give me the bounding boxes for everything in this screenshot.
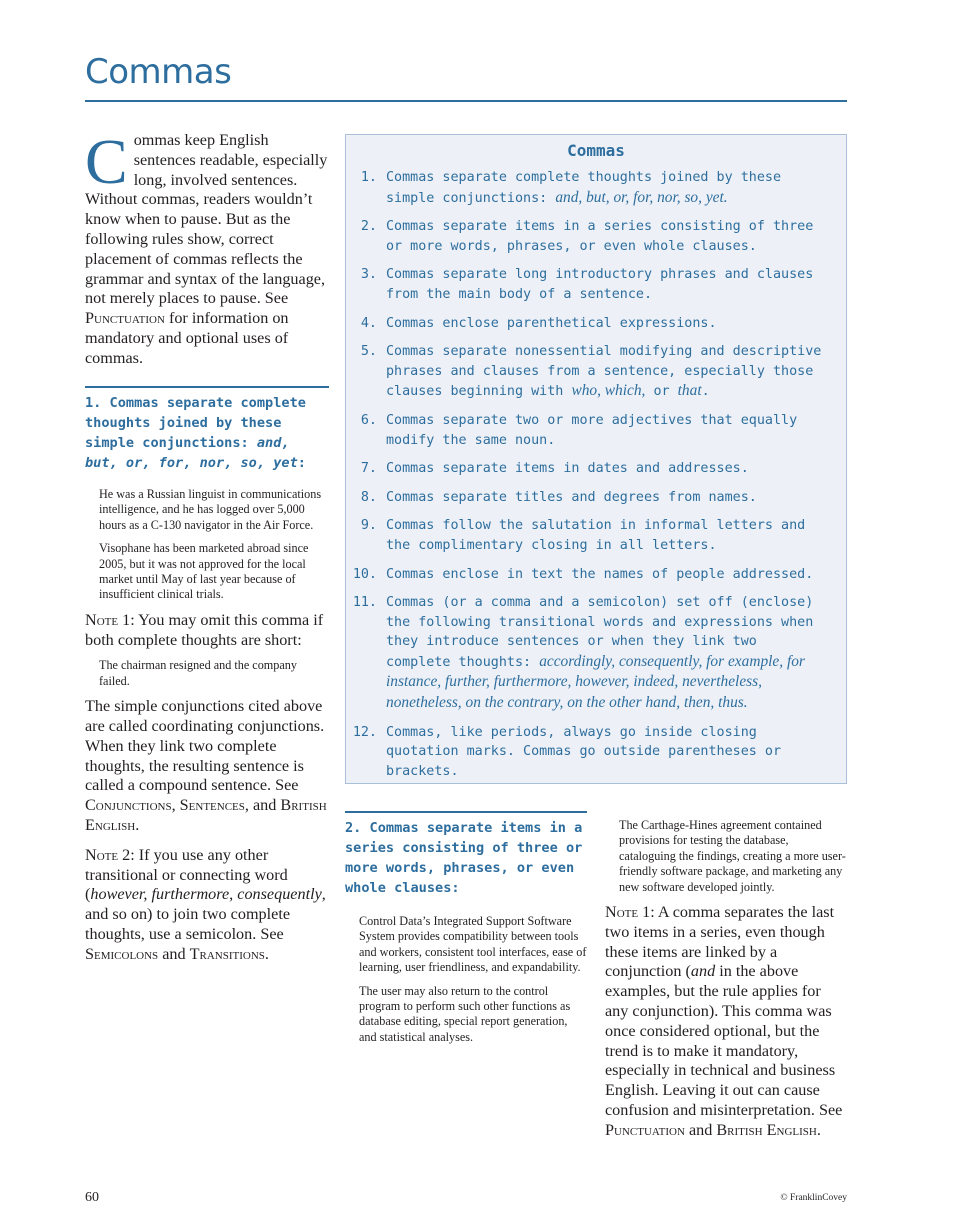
rule2-examples-continued [605,818,847,895]
rule1-heading-suffix: : [297,455,306,471]
summary-item [346,723,846,782]
rule1-heading-italic: and, but, or, for, nor, so, yet [85,435,298,471]
rule1-example: He was a Russian linguist in communications intelligence, and he has logged over 5,000 hours as a C-130 navigator in the Air Force. [99,487,322,532]
note-text: in the above examples, but the rule applies for any conjunction). This comma was once considered optional, but the trend is to make it mandatory, especially in technical and business English. Leaving it out can cause confusion and misinterpretation. See [605,962,843,1119]
summary-item [346,314,846,334]
note-text: 2: If you use any other transitional or connecting word ( [85,845,288,904]
note-and: and [158,944,190,963]
summary-item [346,168,846,208]
item-number: 8. [360,489,377,505]
para-sep: , and [244,796,281,815]
rule1-note1 [85,611,329,651]
ref-conjunctions: Conjunctions [85,796,172,815]
summary-item [346,488,846,508]
note-text: 1: A comma separates the last two items in a series, even though these items are linked by a conjunction ( [605,903,835,981]
rule2-example: The Carthage-Hines agreement contained provisions for testing the database, cataloguing the findings, creating a more user-friendly software package, and marketing any new software developed jointly. [619,818,846,894]
para-sep: , [171,796,180,815]
item-text: or [645,384,678,400]
summary-item [346,217,846,256]
intro-paragraph [85,126,331,369]
page-title: Commas [85,52,232,92]
para-end: . [135,816,140,835]
page-number: 60 [85,1190,99,1205]
rule2-example: Control Data’s Integrated Support Software System provides compatibility between tools and workers, consistent tool interfaces, ease of learning, user friendliness, and expandability. [359,914,587,975]
summary-item [346,342,846,402]
summary-item [346,593,846,714]
ref-sentences: Sentences [179,796,245,815]
note-end: . [264,944,269,963]
copyright: © FranklinCovey [780,1193,847,1203]
item-italic: and, but, or, for, nor, so, yet. [555,188,728,206]
drop-cap: C [85,126,128,197]
note-and: and [684,1120,717,1139]
rule2-note1 [605,903,847,1141]
item-number: 6. [360,412,377,428]
item-text: Commas separate nonessential modifying and descriptive phrases and clauses from a sentence, especially those clauses beginning with [386,344,822,400]
item-text: Commas separate two or more adjectives that equally modify the same noun. [386,412,798,448]
item-number: 2. [360,219,377,235]
item-number: 9. [360,518,377,534]
summary-item [346,411,846,450]
rule2-section [345,811,587,1053]
ref-transitions: Transitions [189,944,265,963]
rule2-continued [605,818,847,1141]
rule1-examples [85,487,329,603]
item-text: Commas separate titles and degrees from names. [386,489,757,505]
item-italic: that [677,382,702,400]
note-text: , and so on) to join two complete thoughts, use a semicolon. See [85,885,326,944]
item-text: Commas follow the salutation in informal letters and the complimentary closing in all letters. [386,518,806,553]
item-number: 10. [352,566,377,582]
ref-punctuation: Punctuation [605,1120,685,1139]
item-text: Commas (or a comma and a semicolon) set off (enclose) the following transitional words and expressions when they introduce sentences or when they link two complete thoughts: [386,595,814,670]
rule2-divider [345,811,587,813]
commas-summary-box [345,134,847,784]
item-text: Commas separate complete thoughts joined by these simple conjunctions: [386,170,782,206]
rule2-examples [345,914,587,1045]
summary-item [346,459,846,479]
summary-item [346,265,846,304]
title-divider [85,100,847,102]
rule1-divider [85,386,329,388]
intro-text-end: for information on mandatory and optional uses of commas. [85,309,289,367]
intro-ref-punctuation: Punctuation [85,309,165,328]
rule1-paragraph [85,697,329,836]
rule2-heading: 2. Commas separate items in a series consisting of three or more words, phrases, or even whole clauses: [345,820,583,896]
intro-text: ommas keep English sentences readable, especially long, involved sentences. Without commas, readers wouldn’t know when to pause. But as the following rules show, correct placement of commas reflects the grammar and syntax of the language, not merely places to pause. See [85,131,328,308]
item-italic: who, which, [571,382,646,400]
item-text: Commas enclose in text the names of people addressed. [386,566,814,582]
rule1-heading [85,393,329,473]
item-number: 3. [360,267,377,283]
item-text: Commas separate items in a series consisting of three or more words, phrases, or even whole clauses. [386,219,814,254]
rule1-note1-example: The chairman resigned and the company failed. [99,658,297,688]
note-label: Note [85,845,119,864]
summary-item [346,516,846,555]
ref-semicolons: Semicolons [85,944,159,963]
item-text: Commas enclose parenthetical expressions. [386,315,717,331]
note-text: 1: You may omit this comma if both complete thoughts are short: [85,610,324,649]
item-text: Commas separate items in dates and addresses. [386,461,749,477]
item-text: Commas separate long introductory phrases and clauses from the main body of a sentence. [386,267,814,302]
item-number: 12. [352,724,377,740]
note-label: Note [605,903,639,922]
item-number: 4. [360,315,377,331]
rule1-section [85,386,329,965]
summary-item [346,565,846,585]
item-text: Commas, like periods, always go inside closing quotation marks. Commas go outside parentheses or brackets. [386,724,782,779]
item-number: 11. [352,595,377,611]
summary-title: Commas [567,141,625,160]
item-number: 7. [360,461,377,477]
note-label: Note [85,610,119,629]
rule1-note2 [85,846,329,965]
ref-british-english: British English [716,1120,817,1139]
ref-british-english: British English [85,796,327,835]
item-text: . [701,384,710,400]
note-italic: and [690,962,716,981]
rule1-example: Visophane has been marketed abroad since 2005, but it was not approved for the local market until May of last year because of insufficient clinical trials. [99,541,309,602]
rule1-heading-prefix: 1. Commas separate complete thoughts joined by these simple conjunctions: [85,395,306,451]
rule1-note1-examples [85,658,329,689]
item-number: 5. [360,344,377,360]
note-italic: however, furthermore, consequently [90,885,322,904]
note-end: . [816,1120,821,1139]
rule2-example: The user may also return to the control program to perform such other functions as database editing, special report generation, and statistical analyses. [359,983,571,1044]
para-text: The simple conjunctions cited above are called coordinating conjunctions. When they link two complete thoughts, the resulting sentence is called a compound sentence. See [85,697,325,795]
item-italic: accordingly, consequently, for example, for instance, further, furthermore, however, indeed, nevertheless, nonetheless, on the contrary, on the other hand, then, thus. [386,652,805,712]
item-number: 1. [360,170,377,185]
summary-list [346,168,846,781]
